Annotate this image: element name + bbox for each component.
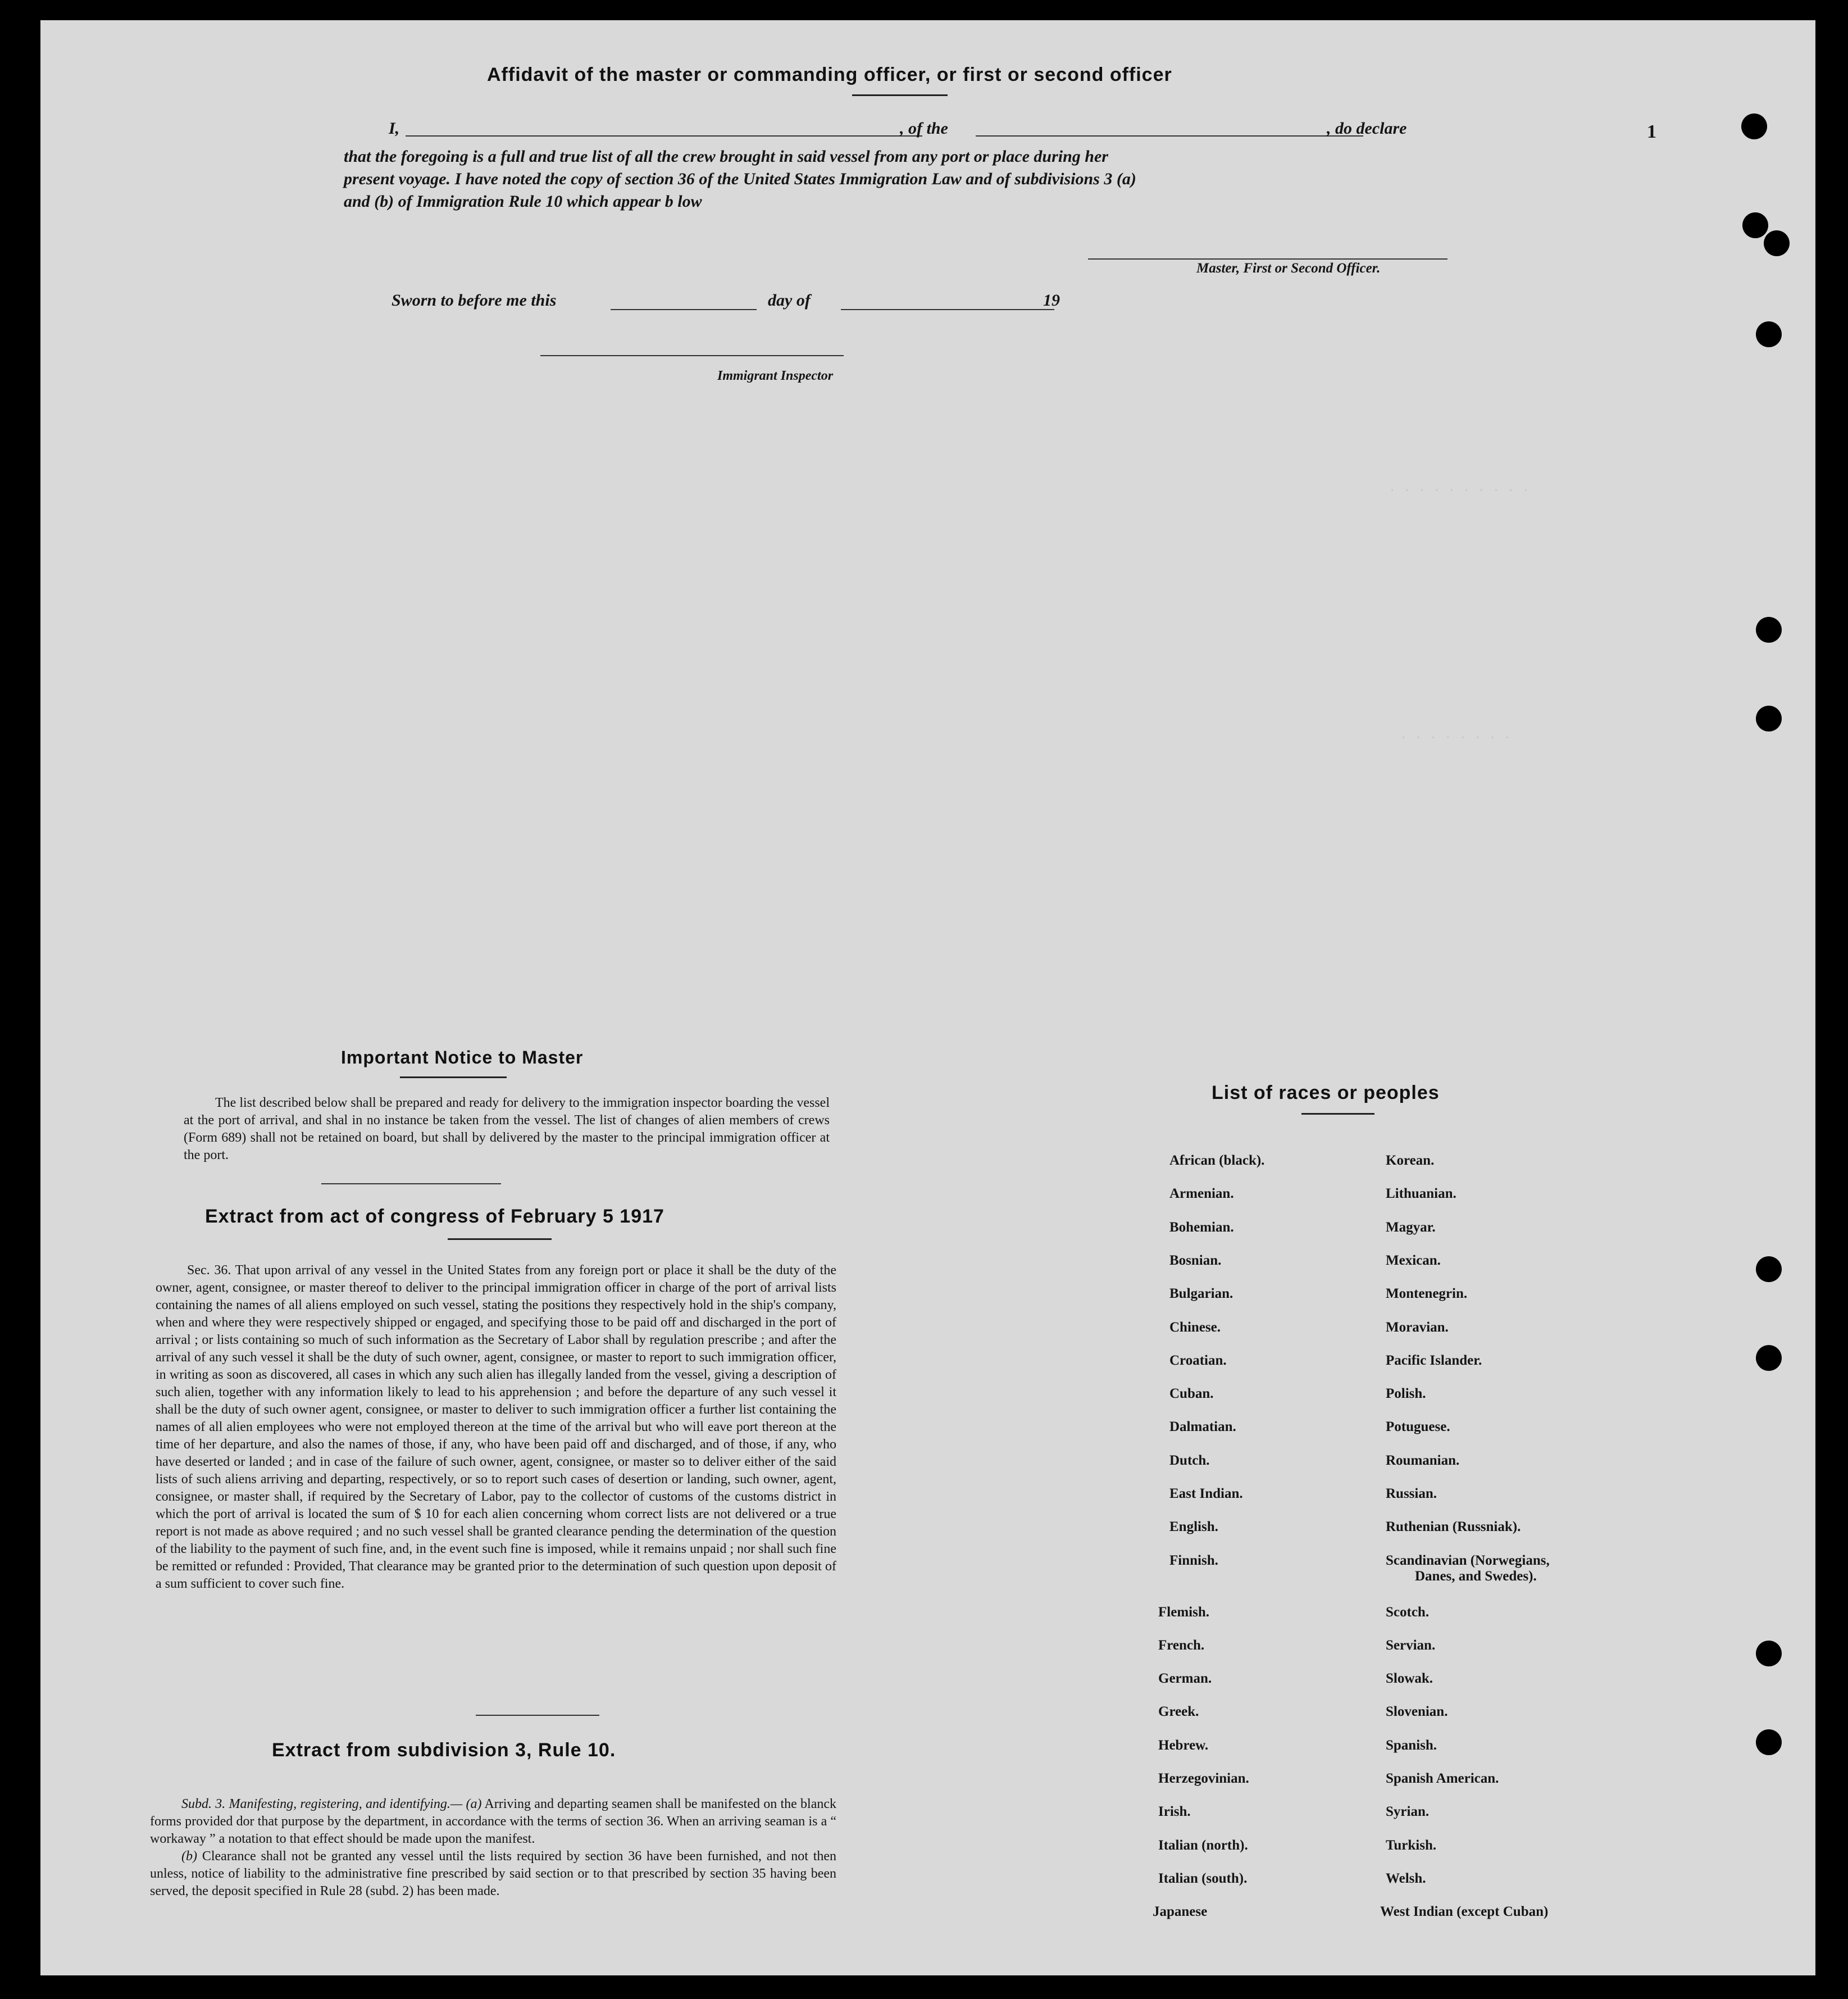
race-item: Herzegovinian. xyxy=(1158,1771,1249,1786)
punch-hole xyxy=(1756,706,1782,732)
punch-hole xyxy=(1741,113,1767,139)
sworn-day-blank[interactable] xyxy=(611,309,757,310)
affidavit-line-i: I, xyxy=(389,119,400,138)
punch-hole xyxy=(1756,1256,1782,1282)
bleed-through-text: . . . . . . . . xyxy=(1400,728,1512,742)
punch-hole xyxy=(1756,1641,1782,1666)
race-item: Flemish. xyxy=(1158,1604,1209,1620)
race-item: Italian (north). xyxy=(1158,1837,1248,1853)
sworn-year: 19 xyxy=(1043,291,1060,310)
race-item: Russian. xyxy=(1386,1486,1437,1501)
name-blank-line[interactable] xyxy=(406,135,922,137)
race-item: Montenegrin. xyxy=(1386,1286,1468,1302)
race-item: Polish. xyxy=(1386,1386,1426,1402)
rule-para-b-head: (b) xyxy=(181,1849,197,1864)
race-item: Dutch. xyxy=(1169,1452,1210,1468)
sworn-day-of: day of xyxy=(768,291,811,310)
signature-line[interactable] xyxy=(1088,258,1448,260)
race-item: Finnish. xyxy=(1169,1552,1218,1568)
affidavit-line-declare: , do declare xyxy=(1327,119,1407,138)
race-item: Irish. xyxy=(1158,1804,1191,1820)
race-item: Armenian. xyxy=(1169,1186,1234,1202)
race-item: Slowak. xyxy=(1386,1671,1433,1687)
race-item: Dalmatian. xyxy=(1169,1419,1236,1435)
punch-hole xyxy=(1756,617,1782,643)
inspector-label: Immigrant Inspector xyxy=(717,369,834,383)
race-item: Lithuanian. xyxy=(1386,1186,1456,1202)
race-item: Ruthenian (Russniak). xyxy=(1386,1519,1521,1535)
race-item: Bulgarian. xyxy=(1169,1286,1233,1302)
race-item: Mexican. xyxy=(1386,1252,1441,1268)
races-underline xyxy=(1301,1113,1374,1115)
race-item: Hebrew. xyxy=(1158,1737,1209,1753)
punch-hole xyxy=(1764,230,1790,256)
race-item: Spanish. xyxy=(1386,1737,1437,1753)
margin-mark: 1 xyxy=(1647,121,1656,142)
race-item: Syrian. xyxy=(1386,1804,1430,1820)
punch-hole xyxy=(1756,1345,1782,1371)
race-item: Servian. xyxy=(1386,1637,1436,1653)
punch-hole xyxy=(1742,212,1768,238)
race-item: Roumanian. xyxy=(1386,1452,1460,1468)
signature-label: Master, First or Second Officer. xyxy=(1196,261,1381,276)
notice-text: The list described below shall be prepared and ready for delivery to the immigration inspector boarding the vessel at the port of arrival, and shal in no instance be taken from the vessel. The list of changes of alien members of crews (Form 689) shall not be retained on board, but shall by delivered by the master to the principal immigration officer at the port. xyxy=(184,1096,830,1162)
race-item: German. xyxy=(1158,1671,1212,1687)
races-title: List of races or peoples xyxy=(1212,1082,1440,1103)
title-underline xyxy=(852,94,948,96)
race-item: Japanese xyxy=(1153,1904,1208,1920)
race-item: French. xyxy=(1158,1637,1205,1653)
punch-hole xyxy=(1756,321,1782,347)
race-item: Danes, and Swedes). xyxy=(1415,1568,1537,1584)
sworn-month-blank[interactable] xyxy=(841,309,1054,310)
race-item: Scandinavian (Norwegians, xyxy=(1386,1552,1550,1568)
race-item: African (black). xyxy=(1169,1153,1265,1168)
race-item: Welsh. xyxy=(1386,1870,1426,1886)
notice-underline xyxy=(400,1076,507,1078)
inspector-signature-line[interactable] xyxy=(540,355,844,356)
race-item: English. xyxy=(1169,1519,1218,1535)
race-item: West Indian (except Cuban) xyxy=(1380,1904,1549,1920)
race-item: Pacific Islander. xyxy=(1386,1352,1482,1368)
race-item: Spanish American. xyxy=(1386,1771,1499,1786)
notice-divider xyxy=(321,1183,501,1184)
punch-hole xyxy=(1756,1729,1782,1755)
race-item: Chinese. xyxy=(1169,1319,1221,1335)
bleed-through-text: . . . . . . . . . . xyxy=(1389,481,1530,495)
race-item: Korean. xyxy=(1386,1153,1435,1168)
document-page xyxy=(40,20,1815,1975)
race-item: Potuguese. xyxy=(1386,1419,1450,1435)
sworn-prefix: Sworn to before me this xyxy=(392,291,557,310)
race-item: East Indian. xyxy=(1169,1486,1243,1501)
affidavit-line-of: , of the xyxy=(900,119,948,138)
race-item: Bosnian. xyxy=(1169,1252,1222,1268)
affidavit-title: Affidavit of the master or commanding officer, or first or second officer xyxy=(487,64,1172,85)
race-item: Scotch. xyxy=(1386,1604,1430,1620)
notice-title: Important Notice to Master xyxy=(341,1047,584,1067)
rule-para-a: Arriving and departing seamen shall be manifested on the blanck forms provided dor that purpose by the department, in accordance with the terms of section 36. When an arriving seaman is a “ workaway ” a notation to that effect should be made upon the manifest. xyxy=(150,1797,837,1846)
act-title: Extract from act of congress of February 5 1917 xyxy=(205,1206,664,1227)
race-item: Greek. xyxy=(1158,1704,1199,1720)
race-item: Cuban. xyxy=(1169,1386,1214,1402)
affidavit-line-2: that the foregoing is a full and true list of all the crew brought in said vessel from any port or place during her xyxy=(344,147,1108,166)
race-item: Moravian. xyxy=(1386,1319,1449,1335)
affidavit-line-4: and (b) of Immigration Rule 10 which appear b low xyxy=(344,192,702,211)
rule-title: Extract from subdivision 3, Rule 10. xyxy=(272,1739,616,1761)
act-underline xyxy=(448,1238,552,1240)
rule-text xyxy=(150,1796,836,1900)
act-text: Sec. 36. That upon arrival of any vessel in the United States from any foreign port or place it shall be the duty of the owner, agent, consignee, or master thereof to deliver to the principal immigration officer in charge of the port of arrival lists containing the names of all aliens employed on such vessel, stating the positions they respectively hold in the ship's company, when and where they were respectively shipped or engaged, and specifying those to be paid off and discharged in the port of arrival ; or lists containing so much of such information as the Secretary of Labor shall by regulation prescribe ; and after the arrival of any such vessel it shall be the duty of such owner, agent, consignee, or master to report to such immigration officer, in writing as soon as discovered, all cases in which any such alien has illegally landed from the vessel, giving a description of such alien, together with any information likely to lead to his apprehension ; and before the departure of any such vessel it shall be the duty of such owner agent, consignee, or master to deliver to such immigration officer a further list containing the names of all alien employees who were not employed thereon at the time of the arrival but who will eave port thereon at the time of her departure, and also the names of those, if any, who have been paid off and discharged, and of those, if any, who have deserted or landed ; and in case of the failure of such owner, agent, consignee, or master so to deliver either of the said lists of such aliens arriving and departing, respectively, or so to report such cases of desertion or landing, such owner, agent, consignee, or master shall, if required by the Secretary of Labor, pay to the collector of customs of the customs district in which the port of arrival is located the sum of $ 10 for each alien concerning whom correct lists are not delivered or a true report is not made as above required ; and no such vessel shall be granted clearance pending the determination of the question of the liability to the payment of such fine, and, in the event such fine is imposed, while it remains unpaid ; nor shall such fine be remitted or refunded : Provided, That clearance may be granted prior to the determination of such question upon deposit of a sum sufficient to cover such fine. xyxy=(156,1263,836,1591)
race-item: Slovenian. xyxy=(1386,1704,1448,1720)
race-item: Italian (south). xyxy=(1158,1870,1248,1886)
act-divider xyxy=(476,1715,599,1716)
affidavit-line-3: present voyage. I have noted the copy of section 36 of the United States Immigration Law and of subdivisions 3 (a) xyxy=(344,170,1136,188)
rule-para-b: Clearance shall not be granted any vessel until the lists required by section 36 have been furnished, and not then unless, notice of liability to the administrative fine prescribed by said section or to that prescribed by section 35 having been served, the deposit specified in Rule 28 (subd. 2) has been made. xyxy=(150,1849,837,1898)
vessel-blank-line[interactable] xyxy=(976,135,1363,137)
race-item: Turkish. xyxy=(1386,1837,1437,1853)
race-item: Bohemian. xyxy=(1169,1219,1234,1235)
race-item: Magyar. xyxy=(1386,1219,1436,1235)
race-item: Croatian. xyxy=(1169,1352,1227,1368)
rule-para-a-head: Subd. 3. Manifesting, registering, and identifying.— (a) xyxy=(181,1797,482,1811)
